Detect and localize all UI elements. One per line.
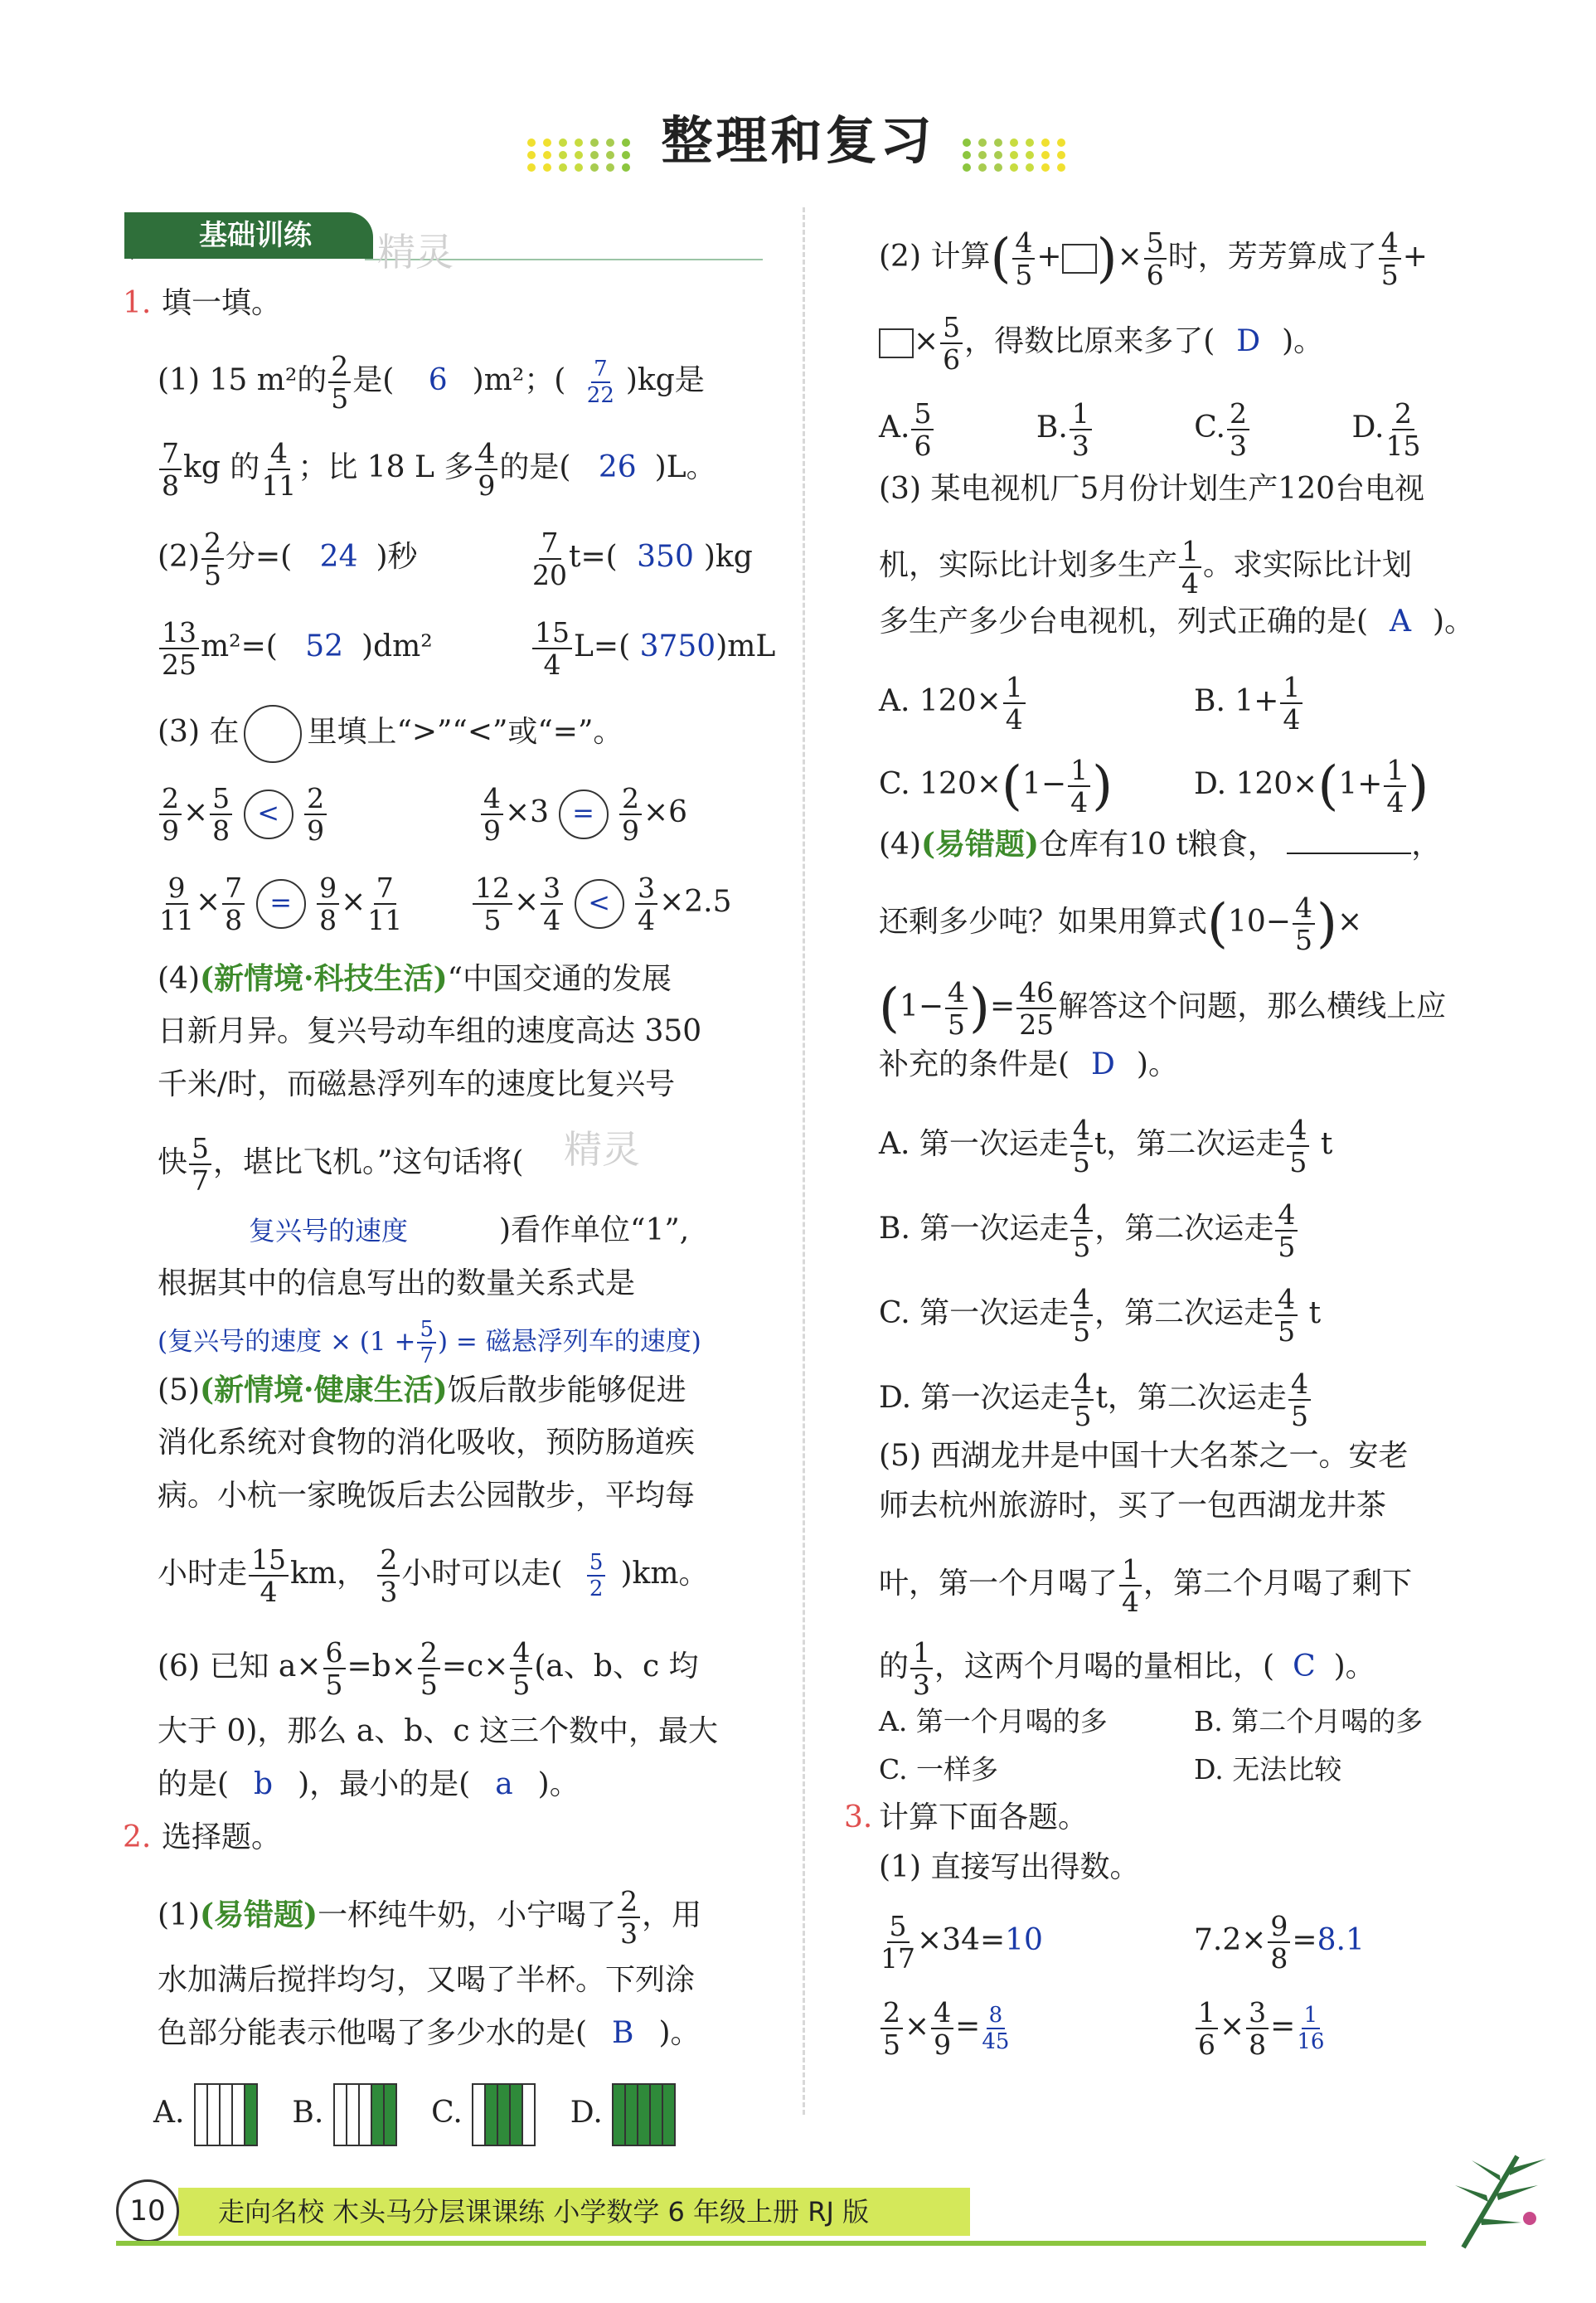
dot-decoration [543, 151, 551, 159]
dot-decoration [994, 138, 1002, 147]
page-title-row [0, 100, 1596, 173]
dot-decoration [559, 138, 567, 147]
q1-p1-line2: $\frac{7}{8}$ kg 的 $\frac{4}{11}$ ；比 18 L 多 $\frac{4}{9}$ 的是( 26 )L。 [158, 440, 716, 499]
q1-p2-line1: (2) $\frac{2}{5}$ 分=( 24 )秒 [158, 527, 418, 591]
q1-p2-line2b: $\frac{15}{4}$ L=( 3750)mL [531, 619, 775, 678]
footer-line [116, 2241, 1426, 2246]
q2-p3-line1: (3) 某电视机厂5月份计划生产120台电视 [879, 472, 1425, 506]
option-a-bar [194, 2083, 258, 2146]
q2-p2-options: A. $\frac{5}{6}$ B. $\frac{1}{3}$ C. $\frac{2}{3}$ D. $\frac{2}{15}$ [879, 397, 1421, 462]
q2-p4-optC: C. 第一次运走 $\frac{4}{5}$ ，第二次运走 $\frac{4}{5}$ t [879, 1283, 1322, 1348]
dot-decoration [1041, 163, 1050, 172]
q2-title: 选择题。 [162, 1820, 282, 1854]
dot-decoration [1026, 151, 1034, 159]
q2-p3-line3: 多生产多少台电视机，列式正确的是( A )。 [879, 605, 1475, 639]
dot-decoration [606, 138, 614, 147]
dot-decoration [1041, 138, 1050, 147]
section-banner: 基础训练 [124, 212, 373, 259]
q2-p1-line1: (1)(易错题)一杯纯牛奶，小宁喝了 $\frac{2}{3}$ ，用 [158, 1885, 702, 1950]
q1-p6-line2: 大于 0)，那么 a、b、c 这三个数中，最大 [158, 1714, 718, 1748]
q2-p5-optB: B. 第二个月喝的多 [1194, 1705, 1424, 1737]
q2-p4-line4: 补充的条件是( D )。 [879, 1047, 1178, 1081]
q1-p5-line1: (5)(新情境·健康生活)饭后散步能够促进 [158, 1373, 686, 1407]
q2-p5-line1: (5) 西湖龙井是中国十大名茶之一。安老 [879, 1439, 1409, 1473]
q1-p4-line7: (复兴号的速度 × (1 + $\frac{5}{7}$ ) = 磁悬浮列车的速度) [158, 1317, 701, 1368]
option-c-bar [472, 2083, 536, 2146]
q2-p3-line2: 机，实际比计划多生产 $\frac{1}{4}$ 。求实际比计划 [879, 535, 1413, 600]
q1-p4-line3: 千米/时，而磁悬浮列车的速度比复兴号 [158, 1067, 676, 1101]
q2-p4-optA: A. 第一次运走 $\frac{4}{5}$ t，第二次运走 $\frac{4}{5}$ t [879, 1114, 1333, 1178]
q1-p5-line4: 小时走 $\frac{15}{4}$ km， $\frac{2}{3}$ 小时可以走( $\frac{5}{2}$ )km。 [158, 1543, 709, 1608]
q2-p5-line3: 叶，第一个月喝了 $\frac{1}{4}$ ，第二个月喝了剩下 [879, 1553, 1413, 1618]
q2-p5-optD: D. 无法比较 [1194, 1753, 1342, 1786]
q1-p3-line1: (3) 在 里填上“>”“<”或“=”。 [158, 705, 623, 763]
dot-decoration [543, 163, 551, 172]
dot-decoration [1010, 138, 1018, 147]
q2-number: 2. [123, 1820, 152, 1854]
dots-right-decoration [963, 138, 1069, 172]
dot-decoration [963, 151, 971, 159]
q3-expr2: 7.2× $\frac{9}{8}$ =8.1 [1194, 1910, 1365, 1975]
q2-p5-line4: 的 $\frac{1}{3}$ ，这两个月喝的量相比，( C )。 [879, 1636, 1375, 1701]
q3-sub: (1) 直接写出得数。 [879, 1850, 1140, 1884]
bamboo-icon [1438, 2144, 1555, 2252]
q2-p2-line2: × $\frac{5}{6}$ ，得数比原来多了( D )。 [879, 313, 1323, 373]
dot-decoration [559, 151, 567, 159]
dot-decoration [994, 163, 1002, 172]
dot-decoration [1057, 163, 1065, 172]
q2-p4-optD: D. 第一次运走 $\frac{4}{5}$ t，第二次运走 $\frac{4}{5}$ [879, 1370, 1312, 1430]
q3-number: 3. [844, 1800, 873, 1834]
q1-p3-row2b: $\frac{12}{5}$ × $\frac{3}{4}$ < $\frac{3}{4}$ ×2.5 [471, 874, 732, 934]
q1-p3-row2a: $\frac{9}{11}$ × $\frac{7}{8}$ = $\frac{9}{8}$ × $\frac{7}{11}$ [159, 872, 403, 936]
q2-p2-line1: (2) 计算( $\frac{4}{5}$ + )× $\frac{5}{6}$ 时，芳芳算成了 $\frac{4}{5}$ + [879, 226, 1428, 291]
q2-p1-line3: 色部分能表示他喝了多少水的是( B )。 [158, 2016, 701, 2050]
q1-title: 填一填。 [162, 286, 282, 320]
option-b-bar [333, 2083, 397, 2146]
q1-p5-line3: 病。小杭一家晚饭后去公园散步，平均每 [158, 1479, 696, 1513]
q3-expr3: $\frac{2}{5}$ × $\frac{4}{9}$ = $\frac{8}{45}$ [879, 1999, 1011, 2058]
dot-decoration [527, 163, 536, 172]
dot-decoration [1026, 138, 1034, 147]
q1-p6-line1: (6) 已知 a× $\frac{6}{5}$ =b× $\frac{2}{5}$ =c× $\frac{4}{5}$ (a、b、c 均 [158, 1636, 699, 1701]
q2-p5-line2: 师去杭州旅游时，买了一包西湖龙井茶 [879, 1489, 1387, 1523]
q1-number: 1. [123, 286, 152, 320]
dot-decoration [527, 138, 536, 147]
q1-p2-line1b: $\frac{7}{20}$ t=( 350 )kg [532, 527, 753, 591]
dot-decoration [1010, 163, 1018, 172]
watermark: 精灵 [377, 230, 454, 275]
q1-p5-line2: 消化系统对食物的消化吸收，预防肠道疾 [158, 1426, 696, 1460]
dot-decoration [1026, 163, 1034, 172]
dot-decoration [606, 163, 614, 172]
q2-p5-optC: C. 一样多 [879, 1753, 999, 1786]
dot-decoration [590, 151, 599, 159]
q3-title: 计算下面各题。 [879, 1800, 1089, 1834]
q2-p3-optB: B. 1+ $\frac{1}{4}$ [1194, 673, 1304, 733]
q2-p4-line2: 还剩多少吨？如果用算式(10− $\frac{4}{5}$ )× [879, 892, 1363, 956]
dot-decoration [1041, 151, 1050, 159]
dot-decoration [978, 163, 987, 172]
dot-decoration [575, 151, 583, 159]
q1-p4-line5: 复兴号的速度 )看作单位“1”, [249, 1213, 690, 1247]
q1-p4-line4: 快 $\frac{5}{7}$ ，堪比飞机。”这句话将( [158, 1132, 524, 1197]
dot-decoration [994, 151, 1002, 159]
q1-p3-row1a: $\frac{2}{9}$ × $\frac{5}{8}$ < $\frac{2}{9}$ [158, 785, 328, 844]
dot-decoration [622, 138, 630, 147]
dot-decoration [606, 151, 614, 159]
q1-p2-line2: $\frac{13}{25}$ m²=( 52 )dm² [158, 619, 433, 678]
dot-decoration [575, 163, 583, 172]
dot-decoration [543, 138, 551, 147]
dot-decoration [963, 163, 971, 172]
q2-p1-options: A. B. C. D. [153, 2083, 676, 2146]
q1-p4-line1: (4)(新情境·科技生活)“中国交通的发展 [158, 961, 672, 996]
dot-decoration [590, 138, 599, 147]
column-divider [803, 207, 805, 2115]
dot-decoration [978, 138, 987, 147]
q2-p3-optC: C. 120×(1− $\frac{1}{4}$ ) [879, 754, 1113, 819]
dot-decoration [559, 163, 567, 172]
q1-p4-line2: 日新月异。复兴号动车组的速度高达 350 [158, 1014, 702, 1048]
q3-expr4: $\frac{1}{6}$ × $\frac{3}{8}$ = $\frac{1}{16}$ [1194, 1999, 1326, 2058]
dot-decoration [575, 138, 583, 147]
q2-p3-optA: A. 120× $\frac{1}{4}$ [879, 673, 1027, 733]
dot-decoration [1010, 151, 1018, 159]
dot-decoration [622, 163, 630, 172]
q3-expr1: $\frac{5}{17}$ ×34=10 [880, 1910, 1043, 1975]
dot-decoration [1057, 151, 1065, 159]
q2-p4-line1: (4)(易错题)仓库有10 t粮食， ， [879, 827, 1442, 862]
dot-decoration [622, 151, 630, 159]
dot-decoration [978, 151, 987, 159]
q1-p3-row1b: $\frac{4}{9}$ ×3 = $\frac{2}{9}$ ×6 [479, 785, 687, 844]
q1-p1-line1: (1) 15 m²的 $\frac{2}{5}$ 是( 6 )m²；( $\frac{7}{22}$ )kg是 [158, 350, 705, 415]
dot-decoration [1057, 138, 1065, 147]
dot-decoration [963, 138, 971, 147]
q2-p5-optA: A. 第一个月喝的多 [879, 1705, 1108, 1737]
footer-bar: 走向名校 木头马分层课课练 小学数学 6 年级上册 RJ 版 [178, 2188, 970, 2236]
dot-decoration [527, 151, 536, 159]
page-number: 10 [116, 2179, 179, 2242]
dot-decoration [590, 163, 599, 172]
watermark: 精灵 [564, 1127, 640, 1172]
q2-p4-line3: (1− $\frac{4}{5}$ )= $\frac{46}{25}$ 解答这个问题，那么横线上应 [879, 976, 1447, 1041]
option-d-bar [612, 2083, 676, 2146]
dots-left-decoration [527, 138, 633, 172]
page-title: 整理和复习 [661, 110, 935, 171]
q1-p4-line6: 根据其中的信息写出的数量关系式是 [158, 1266, 636, 1300]
q1-p6-line3: 的是( b )，最小的是( a )。 [158, 1767, 580, 1801]
q2-p3-optD: D. 120×(1+ $\frac{1}{4}$ ) [1194, 754, 1429, 819]
q2-p1-line2: 水加满后搅拌均匀，又喝了半杯。下列涂 [158, 1963, 696, 1997]
q2-p4-optB: B. 第一次运走 $\frac{4}{5}$ ，第二次运走 $\frac{4}{5}$ [879, 1201, 1299, 1261]
